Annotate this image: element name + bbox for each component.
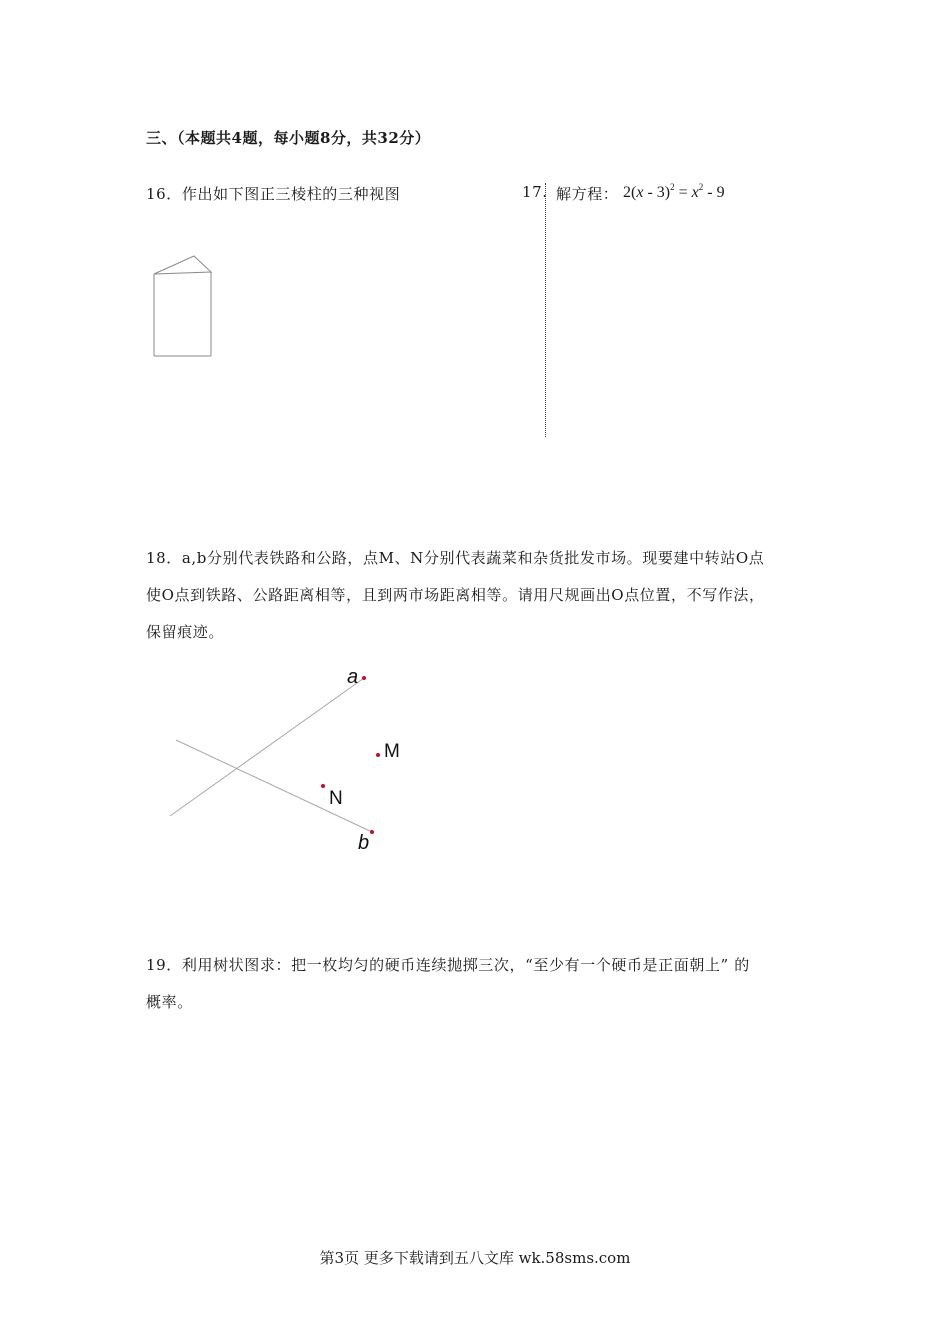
eq-var-x-2: x	[691, 184, 699, 201]
section-heading: 三、（本题共4题，每小题8分，共32分）	[146, 129, 431, 147]
question-19-line-1: 19．利用树状图求：把一枚均匀的硬币连续抛掷三次，“至少有一个硬币是正面朝上” 的	[146, 956, 750, 974]
label-b: b	[358, 832, 370, 854]
prism-top-face	[154, 256, 211, 274]
eq-equals: =	[674, 184, 692, 201]
triangular-prism-figure	[150, 252, 216, 362]
eq-tail: - 9	[703, 184, 725, 201]
question-18-line-2: 使O点到铁路、公路距离相等，且到两市场距离相等。请用尺规画出O点位置，不写作法，	[146, 586, 765, 604]
eq-open-paren: (	[631, 184, 637, 201]
endpoint-a	[362, 676, 366, 680]
eq-minus-three: - 3)	[643, 184, 671, 201]
question-17-number: 17.	[522, 183, 548, 201]
question-18-line-1: 18．a,b分别代表铁路和公路，点M、N分别代表蔬菜和杂货批发市场。现要建中转站O点	[146, 549, 765, 567]
question-16-text: 16．作出如下图正三棱柱的三种视图	[146, 185, 401, 203]
page-footer: 第3页 更多下载请到五八文库 wk.58sms.com	[319, 1249, 631, 1267]
endpoint-b	[370, 830, 374, 834]
question-18-line-3: 保留痕迹。	[146, 623, 225, 641]
question-19-text	[146, 947, 816, 1021]
point-n	[321, 784, 325, 788]
label-m: M	[384, 741, 400, 762]
road-line-b	[176, 740, 372, 832]
label-a: a	[347, 666, 359, 688]
point-m	[376, 753, 380, 757]
question-17-label: 解方程：	[556, 185, 619, 203]
eq-coef: 2	[623, 184, 631, 201]
column-divider	[545, 183, 546, 437]
label-n: N	[329, 788, 343, 809]
question-17-equation	[623, 182, 725, 202]
road-railway-figure	[160, 655, 440, 860]
eq-exp-1: 2	[670, 182, 675, 192]
question-18-text	[146, 540, 816, 651]
eq-var-x: x	[636, 184, 644, 201]
eq-exp-2: 2	[698, 182, 704, 192]
question-19-line-2: 概率。	[146, 993, 193, 1011]
